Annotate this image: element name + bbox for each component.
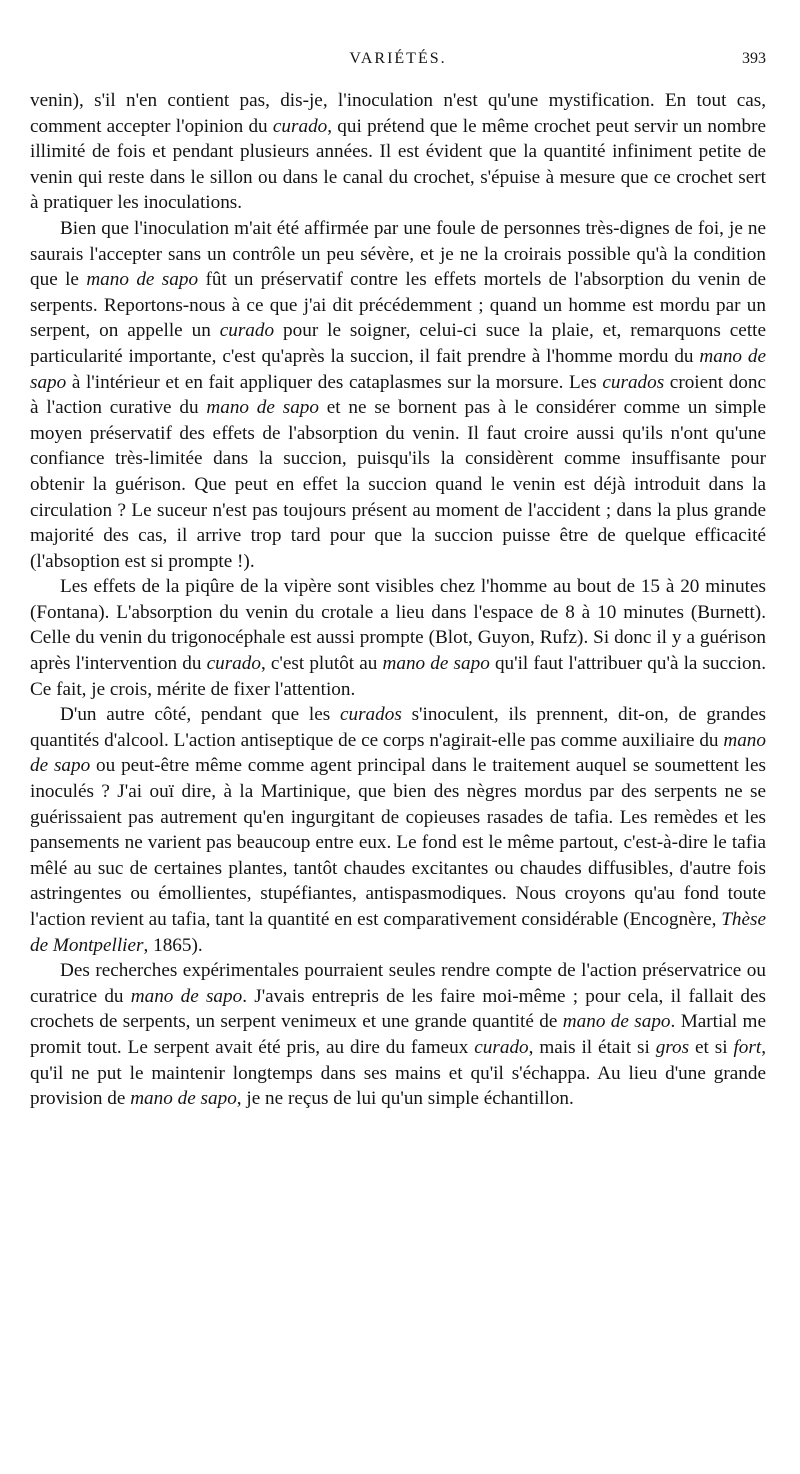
paragraph bbox=[30, 958, 766, 1112]
italic-term: curados bbox=[602, 371, 665, 393]
text-run: croient donc à l'action curative du bbox=[30, 371, 766, 419]
italic-term: fort bbox=[733, 1036, 762, 1058]
italic-term: mano de sapo bbox=[130, 1088, 237, 1110]
text-run: , qu'il ne put le maintenir longtemps dans ses mains et qu'il s'échappa. Au lieu d'une grande provision de bbox=[30, 1036, 766, 1110]
running-title: VARIÉTÉS. bbox=[349, 50, 447, 67]
text-run: et si bbox=[689, 1036, 734, 1058]
italic-term: curado bbox=[206, 653, 261, 675]
text-run: , mais il était si bbox=[528, 1036, 656, 1058]
text-run: ou peut-être même comme agent principal dans le traitement auquel se soumettent les inoculés ? J'ai ouï dire, à la Martinique, que bien des nègres mordus par des serpents ne se guérissaient pas autrement qu'en ingurgitant de copieuses rasades de tafia. Les remèdes et les pansements ne varient pas beaucoup entre eux. Le fond est le même partout, c'est-à-dire le tafia mêlé au suc de certaines plantes, tantôt chaudes excitantes ou chaudes diffusibles, d'autre fois astringentes ou émollientes, stupéfiantes, antispasmodiques. Nous croyons qu'au fond toute l'action revient au tafia, tant la quantité en est comparativement considérable (Encognère, bbox=[30, 755, 766, 930]
text-run: Les effets de la piqûre de la vipère sont visibles chez l'homme au bout de 15 à 20 minutes (Fontana). L'absorption du venin du crotale a lieu dans l'espace de 8 à 10 minutes (Burnett). Celle du venin du trigonocéphale est aussi prompte (Blot, Guyon, Rufz). Si donc il y a guérison après l'intervention du bbox=[30, 576, 766, 675]
text-run: venin), s'il n'en contient pas, dis-je, l'inoculation n'est qu'une mystification. En tout cas, comment accepter l'opinion du bbox=[30, 90, 766, 137]
italic-term: gros bbox=[655, 1036, 690, 1058]
text-run: Des recherches expérimentales pourraient seules rendre compte de l'action préservatrice ou curatrice du bbox=[30, 960, 766, 1007]
text-run: qu'il faut l'attribuer qu'à la succion. Ce fait, je crois, mérite de fixer l'attention. bbox=[30, 653, 767, 700]
text-run: , 1865). bbox=[143, 934, 203, 956]
text-run: D'un autre côté, pendant que les bbox=[60, 704, 340, 726]
text-run: s'inoculent, ils prennent, dit-on, de grandes quantités d'alcool. L'action antiseptique de ce corps n'agirait-elle pas comme auxiliaire du bbox=[30, 704, 766, 751]
paragraph bbox=[30, 702, 766, 958]
italic-term: curados bbox=[339, 704, 402, 726]
italic-term: mano de sapo bbox=[382, 653, 490, 675]
italic-term: curado bbox=[219, 320, 275, 342]
text-run: fût un préservatif contre les effets mortels de l'absorption du venin de serpents. Reportons-nous à ce que j'ai dit précédemment ; quand un homme est mordu par un serpent, on appelle un bbox=[30, 269, 766, 342]
italic-term: mano de sapo bbox=[562, 1011, 671, 1033]
italic-term: mano de sapo bbox=[130, 985, 243, 1007]
text-run: , qui prétend que le même crochet peut servir un nombre illimité de fois et pendant plusieurs années. Il est évident que la quantité infiniment petite de venin qui reste dans le sillon ou dans le canal du crochet, s'épuise à mesure que ce crochet sert à pratiquer les inoculations. bbox=[30, 115, 767, 214]
italic-term: curado bbox=[474, 1036, 529, 1058]
italic-term: curado bbox=[272, 115, 328, 137]
text-run: et ne se bornent pas à le considérer comme un simple moyen préservatif des effets de l'absorption du venin. Il faut croire aussi qu'ils n'ont qu'une confiance très-limitée dans la succion, puisqu'ils la considèrent comme insuffisante pour obtenir la guérison. Que peut en effet la succion quand le venin est déjà introduit dans la circulation ? Le suceur n'est pas toujours présent au moment de l'accident ; dans la plus grande majorité des cas, il arrive trop tard pour que la succion puisse être de quelque efficacité (l'absoption est si prompte !). bbox=[30, 397, 767, 572]
text-run: à l'intérieur et en fait appliquer des cataplasmes sur la morsure. Les bbox=[66, 371, 603, 393]
text-run: Bien que l'inoculation m'ait été affirmée par une foule de personnes très-dignes de foi, je ne saurais l'accepter sans un contrôle un peu sévère, et je ne la croirais possible qu'à la condition que le bbox=[30, 217, 766, 291]
body-text bbox=[30, 88, 766, 1112]
paragraph bbox=[30, 574, 766, 702]
running-head bbox=[30, 50, 766, 74]
italic-term: mano de sapo bbox=[30, 729, 766, 777]
text-run: . Martial me promit tout. Le serpent avait été pris, au dire du fameux bbox=[30, 1011, 766, 1058]
paragraph bbox=[30, 88, 766, 216]
italic-term: mano de sapo bbox=[86, 269, 199, 291]
italic-term: Thèse de Montpellier bbox=[30, 909, 766, 956]
text-run: . J'avais entrepris de les faire moi-même ; pour cela, il fallait des crochets de serpents, un serpent venimeux et une grande quantité de bbox=[30, 985, 767, 1033]
text-run: , c'est plutôt au bbox=[260, 653, 383, 675]
paragraph bbox=[30, 216, 766, 574]
text-run: pour le soigner, celui-ci suce la plaie, et, remarquons cette particularité importante, c'est qu'après la succion, il fait prendre à l'homme mordu du bbox=[30, 320, 766, 367]
italic-term: mano de sapo bbox=[206, 397, 319, 419]
text-run: , je ne reçus de lui qu'un simple échantillon. bbox=[236, 1088, 574, 1110]
page-number: 393 bbox=[742, 50, 766, 67]
italic-term: mano de sapo bbox=[30, 345, 766, 393]
